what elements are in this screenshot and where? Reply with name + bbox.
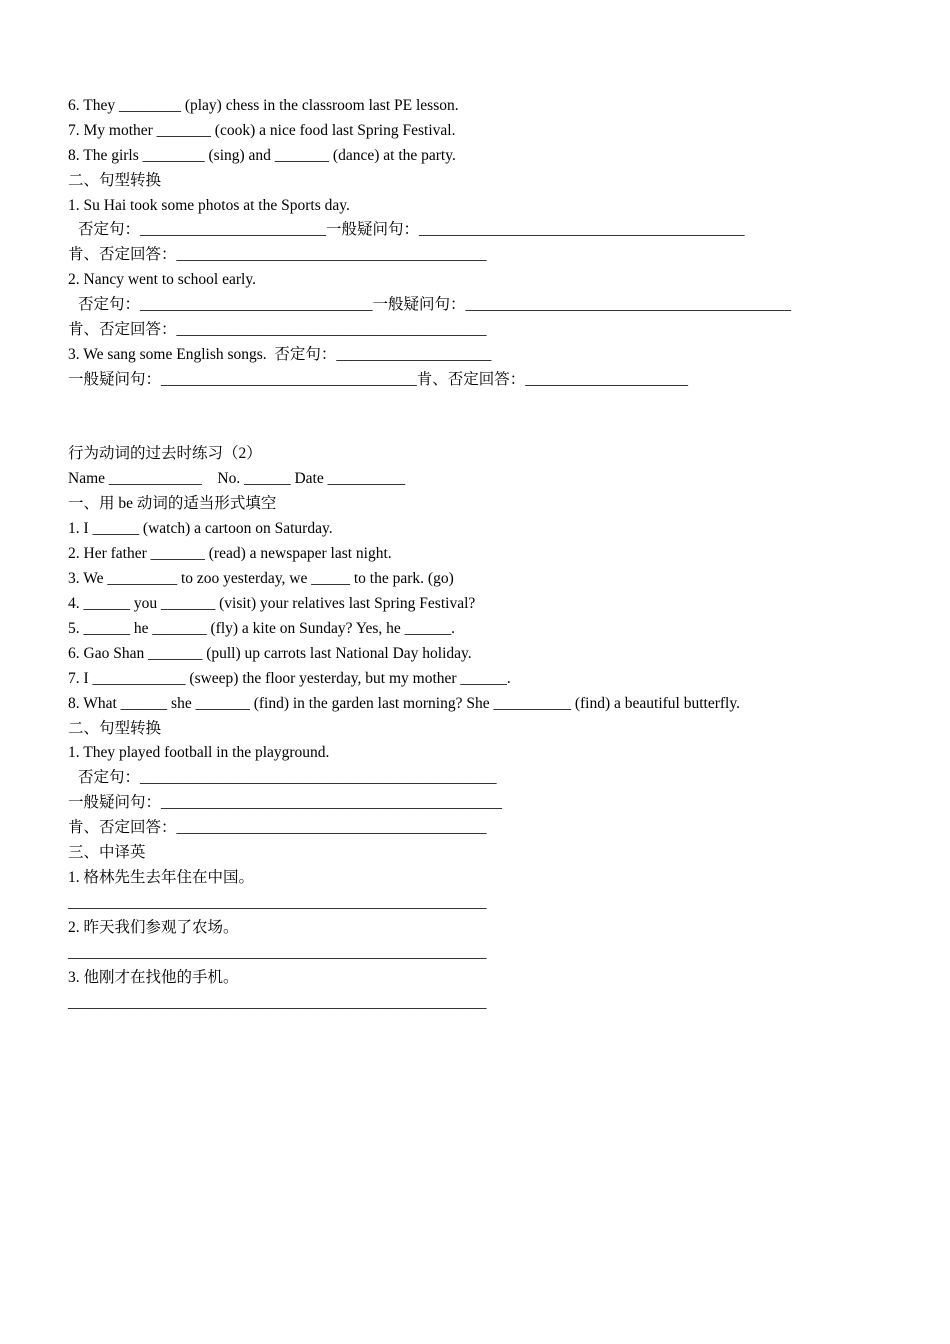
- section-heading: 二、句型转换: [68, 172, 162, 189]
- translation-item-3: 3. 他刚才在找他的手机。: [68, 969, 239, 986]
- answer-line: 肯、否定回答：________________________________________: [68, 246, 487, 263]
- answer-line: 肯、否定回答：________________________________________: [68, 819, 487, 836]
- transform-item-1: 1. Su Hai took some photos at the Sports day.: [68, 197, 350, 214]
- negative-question-line: 否定句：______________________________一般疑问句：__________________________________________: [78, 296, 792, 313]
- section-heading: 一、用 be 动词的适当形式填空: [68, 495, 277, 512]
- exercise-item-3: 3. We _________ to zoo yesterday, we _____ to the park. (go): [68, 570, 454, 587]
- negative-line: 否定句：______________________________________________: [78, 769, 497, 786]
- exercise-item-7: 7. I ____________ (sweep) the floor yesterday, but my mother ______.: [68, 670, 511, 687]
- worksheet-title: 行为动词的过去时练习（2）: [68, 445, 262, 462]
- exercise-item-6: 6. They ________ (play) chess in the classroom last PE lesson.: [68, 97, 459, 114]
- exercise-item-6: 6. Gao Shan _______ (pull) up carrots last National Day holiday.: [68, 645, 472, 662]
- exercise-item-8: 8. The girls ________ (sing) and _______ (dance) at the party.: [68, 147, 456, 164]
- section-heading: 二、句型转换: [68, 720, 162, 737]
- transform-item-3: 3. We sang some English songs. 否定句：____________________: [68, 346, 492, 363]
- negative-question-line: 否定句：________________________一般疑问句：__________________________________________: [78, 221, 745, 238]
- exercise-item-2: 2. Her father _______ (read) a newspaper last night.: [68, 545, 392, 562]
- transform-item-1: 1. They played football in the playground.: [68, 744, 330, 761]
- exercise-item-4: 4. ______ you _______ (visit) your relatives last Spring Festival?: [68, 595, 476, 612]
- name-number-date-line: Name ____________ No. ______ Date __________: [68, 470, 406, 487]
- translation-item-1: 1. 格林先生去年住在中国。: [68, 869, 255, 886]
- transform-item-2: 2. Nancy went to school early.: [68, 271, 256, 288]
- translation-blank: ______________________________________________________: [68, 994, 487, 1011]
- answer-line: 肯、否定回答：________________________________________: [68, 321, 487, 338]
- question-answer-line: 一般疑问句：_________________________________肯、否定回答：_____________________: [68, 371, 689, 388]
- translation-item-2: 2. 昨天我们参观了农场。: [68, 919, 239, 936]
- exercise-item-1: 1. I ______ (watch) a cartoon on Saturday.: [68, 520, 333, 537]
- question-line: 一般疑问句：____________________________________________: [68, 794, 503, 811]
- translation-blank: ______________________________________________________: [68, 944, 487, 961]
- section-heading: 三、中译英: [68, 844, 146, 861]
- exercise-item-5: 5. ______ he _______ (fly) a kite on Sunday? Yes, he ______.: [68, 620, 456, 637]
- exercise-item-8: 8. What ______ she _______ (find) in the garden last morning? She __________ (find) a beautiful butterfly.: [68, 695, 740, 712]
- translation-blank: ______________________________________________________: [68, 894, 487, 911]
- exercise-item-7: 7. My mother _______ (cook) a nice food last Spring Festival.: [68, 122, 456, 139]
